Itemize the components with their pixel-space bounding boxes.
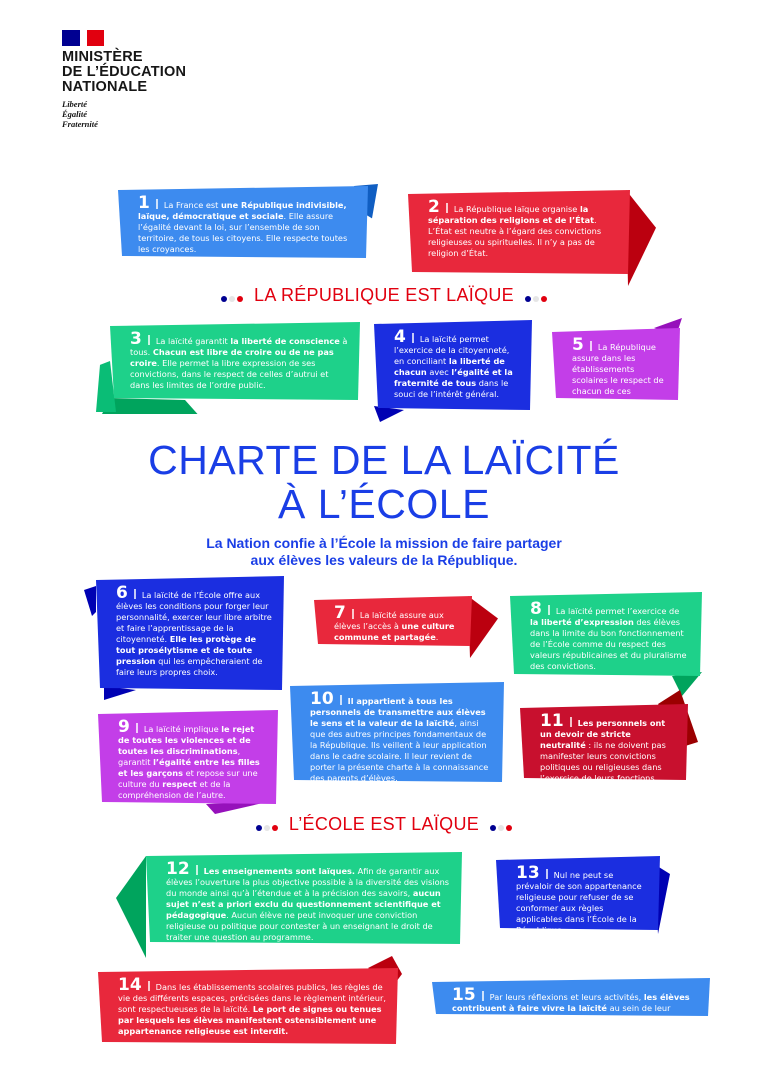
separator-bar [482,991,484,1001]
article-number: 14 [118,975,142,995]
article-text-bold: respect [162,779,197,789]
article-text-run: . Aucun élève ne peut invoquer une conviction religieuse ou politique pour contester à un enseignant le droit de traiter une question au programme. [166,910,433,942]
article-text-run: à tous. [130,336,348,357]
section-title-republique: LA RÉPUBLIQUE EST LAÏQUE [0,285,768,307]
article-text-run: et de la compréhension de l’autre. [118,779,231,800]
article-text [408,190,630,269]
article-card-13 [496,856,660,935]
article-text-run: avec [426,367,452,377]
article-text-bold: le rejet de toutes les violences et de toutes les discriminations [118,724,255,756]
tricolor-dots-icon [220,286,244,307]
separator-bar [412,333,414,343]
page-title: CHARTE DE LA LAÏCITÉ À L’ÉCOLE [148,437,620,527]
article-text-bold: une culture commune et partagée [334,621,455,642]
article-card-6 [96,576,284,690]
article-text [314,596,472,653]
article-text-bold: aucun sujet n’est a priori exclu du questionnement scientifique et pédagogique [166,888,441,920]
article-text [496,856,660,946]
article-text-bold: la séparation des religions et de l’État [428,204,595,225]
article-card-9 [98,710,278,804]
separator-bar [196,865,198,875]
separator-bar [352,609,354,619]
article-number: 5 [572,335,584,355]
article-text-run: La laïcité de l’École offre aux élèves les conditions pour forger leur personnalité, exercer leur libre arbitre et faire l’apprentissage de la citoyenneté. [116,590,272,644]
separator-bar [548,605,550,615]
separator-bar [590,341,592,351]
article-text-bold: Le port de signes ou tenues par lesquels les élèves manifestent ostensiblement une appartenance religieuse est interdit. [118,1004,382,1036]
page-subtitle: La Nation confie à l’École la mission de faire partager aux élèves les valeurs de la République. [206,535,562,568]
article-text-run: au sein de leur établissement. [452,1003,671,1024]
article-text [520,704,688,794]
article-text-run: . Elle assure l’égalité devant la loi, sur l’ensemble de son territoire, de tous les citoyens. Elle respecte toutes les croyances. [138,211,348,254]
article-text-run: Afin de garantir aux élèves l’ouverture la plus objective possible à la diversité des visions du monde ainsi qu’à l’étendue et à la précision des savoirs, [166,866,450,898]
article-card-5 [552,328,680,407]
article-number: 4 [394,327,406,347]
article-card-2 [408,190,630,274]
article-text-run: dans le souci de l’intérêt général. [394,378,509,399]
article-text-run: La République assure dans les établissements scolaires le respect de chacun de ces principes. [572,342,664,407]
article-text-run: Par leurs réflexions et leurs activités, [489,992,644,1002]
article-text-bold: Les enseignements sont laïques. [203,866,356,876]
article-card-10 [290,682,504,782]
article-card-12 [146,852,462,944]
article-text [432,978,710,1035]
article-card-1 [118,186,368,258]
article-card-15 [432,978,710,1024]
article-text [552,328,680,418]
article-text-bold: l’égalité et la fraternité de tous [394,367,513,388]
article-text-bold: une République indivisible, laïque, démocratique et sociale [138,200,347,221]
article-text-run: La laïcité permet l’exercice de [555,606,680,616]
article-card-14 [98,968,398,1044]
separator-bar [570,717,572,727]
article-text-run: . Elle permet la libre expression de ses convictions, dans le respect de celles d’autrui et dans les limites de l’ordre public. [130,358,329,390]
article-text-run: La laïcité assure aux élèves l’accès à [334,610,444,631]
article-number: 6 [116,583,128,603]
article-card-3 [110,322,360,400]
separator-bar [546,869,548,879]
article-text-bold: les élèves contribuent à faire vivre la laïcité [452,992,690,1013]
article-number: 11 [540,711,564,731]
ministry-name: MINISTÈRE DE L’ÉDUCATION NATIONALE [62,49,187,95]
article-text-bold: Il appartient à tous les personnels de transmettre aux élèves le sens et la valeur de la laïcité [310,696,486,728]
french-flag-icon [62,30,104,46]
article-text-run: . [435,632,439,642]
article-text-run: La laïcité implique [143,724,222,734]
separator-bar [134,589,136,599]
article-text-bold: la liberté de chacun [394,356,505,377]
article-card-7 [314,596,472,646]
article-text-run: qui les empêcheraient de faire leurs propres choix. [116,656,263,677]
article-number: 1 [138,193,150,213]
article-text-bold: la liberté de conscience [230,336,340,346]
separator-bar [148,981,150,991]
article-card-4 [374,320,532,410]
article-number: 8 [530,599,542,619]
ministry-logo [62,30,186,129]
article-number: 15 [452,985,476,1005]
separator-bar [340,695,342,705]
article-text [146,852,462,953]
article-text [290,682,504,794]
article-text-run: La République laïque organise [453,204,580,214]
article-number: 9 [118,717,130,737]
article-text-run: , ainsi que des autres principes fondamentaux de la République. Ils veillent à leur application dans le cadre scolaire. Il leur revient de porter la présente charte à la connaissance des parents d’élèves. [310,718,489,783]
article-text-bold: l’égalité entre les filles et les garçons [118,757,260,778]
separator-bar [148,335,150,345]
article-number: 7 [334,603,346,623]
article-text-run: : ils ne doivent pas manifester leurs convictions politiques ou religieuses dans l’exercice de leurs fonctions. [540,740,666,783]
article-text-run: et repose sur une culture du [118,768,258,789]
article-text-bold: Les personnels ont un devoir de stricte neutralité [540,718,666,750]
article-text-run: , garantit [118,746,241,767]
article-text [510,592,702,682]
tricolor-dots-icon [255,815,279,836]
article-text-run: La France est [163,200,221,210]
article-text-run: La laïcité permet l’exercice de la citoyenneté, en conciliant [394,334,510,366]
article-text [110,322,360,401]
section-title-ecole: L’ÉCOLE EST LAÏQUE [0,814,768,836]
article-text-run: Nul ne peut se prévaloir de son appartenance religieuse pour refuser de se conformer aux règles applicables dans l’École de la République. [516,870,642,935]
separator-bar [136,723,138,733]
article-text-bold: Chacun est libre de croire ou de ne pas croire [130,347,334,368]
article-number: 2 [428,197,440,217]
article-text [98,968,398,1047]
article-text-bold: Elle les protège de tout prosélytisme et de toute pression [116,634,257,666]
tricolor-dots-icon [489,815,513,836]
separator-bar [156,199,158,209]
article-number: 13 [516,863,540,883]
article-card-11 [520,704,688,783]
article-number: 10 [310,689,334,709]
article-text [98,710,278,811]
article-text-run: . L’État est neutre à l’égard des convictions religieuses ou spirituelles. Il n’y a pas de religion d’État. [428,215,602,258]
article-text-run: des élèves dans la limite du bon fonctionnement de l’École comme du respect des valeurs républicaines et du pluralisme des convictions. [530,617,687,671]
article-text [96,576,284,688]
republic-motto: Liberté Égalité Fraternité [62,99,98,129]
article-number: 3 [130,329,142,349]
tricolor-dots-icon [524,286,548,307]
article-number: 12 [166,859,190,879]
article-text-run: La laïcité garantit [155,336,231,346]
article-text [374,320,532,410]
article-text-run: Dans les établissements scolaires publics, les règles de vie des différents espaces, précisées dans le règlement intérieur, sont respectueuses de la laïcité. [118,982,386,1014]
separator-bar [446,203,448,213]
article-text-bold: la liberté d’expression [530,617,634,627]
article-text [118,186,368,265]
article-card-8 [510,592,702,676]
